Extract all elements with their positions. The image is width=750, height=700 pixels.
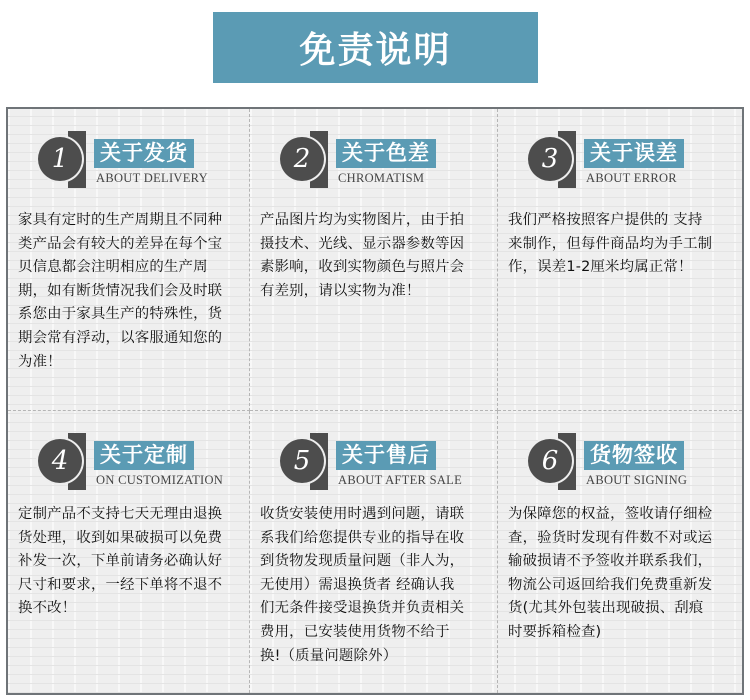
number-badge: 2	[280, 137, 324, 181]
section-subtitle: ABOUT DELIVERY	[96, 171, 208, 185]
section-subtitle: ABOUT ERROR	[586, 171, 677, 185]
section-subtitle: ABOUT AFTER SALE	[338, 473, 463, 487]
number-badge: 4	[38, 439, 82, 483]
section-title: 关于售后	[336, 441, 436, 470]
section-title: 关于误差	[584, 139, 684, 168]
section-title: 关于发货	[94, 139, 194, 168]
number-badge: 1	[38, 137, 82, 181]
section-text: 收货安装使用时遇到问题，请联系我们给您提供专业的指导在收到货物发现质量问题（非人为，无使用）需退换货者 经确认我们无条件接受退换货并负责相关费用，已安装使用货物不给于换!（质量问题除外）	[260, 506, 465, 664]
number-badge: 3	[528, 137, 572, 181]
section-text: 家具有定时的生产周期且不同种类产品会有较大的差异在每个宝贝信息都会注明相应的生产周期，如有断货情况我们会及时联系您由于家具生产的特殊性，货期会常有浮动，以客服通知您的为准！	[18, 212, 223, 370]
disclaimer-after-sale	[250, 411, 498, 693]
section-title: 货物签收	[584, 441, 684, 470]
disclaimer-chromatism	[250, 109, 498, 411]
section-title: 关于定制	[94, 441, 194, 470]
page-title: 免责说明	[213, 12, 538, 83]
section-title: 关于色差	[336, 139, 436, 168]
section-subtitle: CHROMATISM	[338, 171, 425, 185]
section-text: 产品图片均为实物图片，由于拍摄技术、光线、显示器参数等因素影响，收到实物颜色与照片会有差别，请以实物为准！	[260, 212, 465, 299]
section-subtitle: ABOUT SIGNING	[586, 473, 688, 487]
section-text: 我们严格按照客户提供的 支持来制作，但每件商品均为手工制作，误差1-2厘米均属正常！	[508, 212, 713, 276]
disclaimer-customization	[8, 411, 250, 693]
disclaimer-error	[498, 109, 742, 411]
disclaimer-signing	[498, 411, 742, 693]
disclaimer-delivery	[8, 109, 250, 411]
section-text: 定制产品不支持七天无理由退换货处理，收到如果破损可以免费补发一次，下单前请务必确认好尺寸和要求，一经下单将不退不换不改！	[18, 506, 223, 617]
number-badge: 5	[280, 439, 324, 483]
section-text: 为保障您的权益，签收请仔细检查，验货时发现有件数不对或运输破损请不予签收并联系我们，物流公司返回给我们免费重新发货(尤其外包装出现破损、刮痕时要拆箱检查)	[508, 506, 713, 640]
disclaimer-grid	[6, 107, 744, 695]
number-badge: 6	[528, 439, 572, 483]
section-subtitle: ON CUSTOMIZATION	[96, 473, 224, 487]
